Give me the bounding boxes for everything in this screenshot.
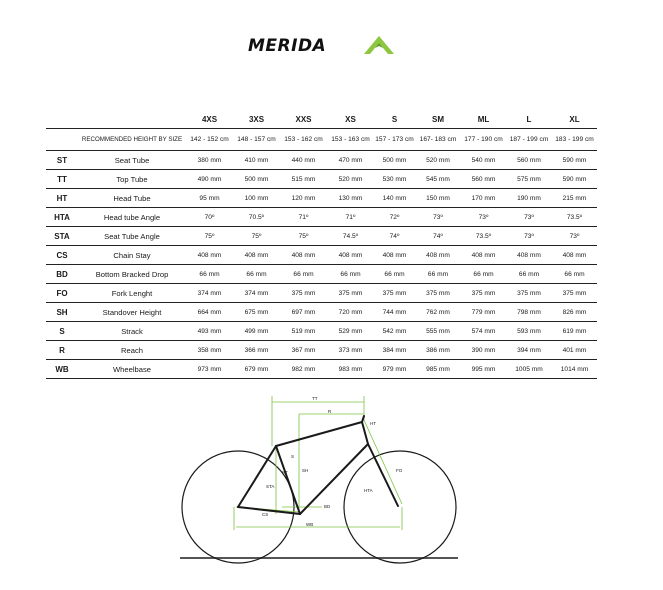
diagram-label: FO xyxy=(396,468,403,473)
table-cell: 410 mm xyxy=(233,151,280,170)
table-cell: 545 mm xyxy=(415,170,461,189)
table-cell: 520 mm xyxy=(415,151,461,170)
table-cell: 75º xyxy=(280,227,327,246)
table-cell: 73º xyxy=(552,227,597,246)
size-header-row xyxy=(46,110,597,129)
table-cell: 66 mm xyxy=(374,265,415,284)
table-cell: 408 mm xyxy=(280,246,327,265)
table-cell: 66 mm xyxy=(186,265,233,284)
table-cell: 593 mm xyxy=(506,322,552,341)
row-name: Fork Lenght xyxy=(78,284,186,303)
table-cell: 374 mm xyxy=(233,284,280,303)
table-cell: 66 mm xyxy=(280,265,327,284)
table-cell: 574 mm xyxy=(461,322,506,341)
diagram-label: STA xyxy=(266,484,275,489)
table-cell: 71º xyxy=(327,208,374,227)
row-name: Head tube Angle xyxy=(78,208,186,227)
table-cell: 985 mm xyxy=(415,360,461,379)
table-cell: 142 - 152 cm xyxy=(186,129,233,151)
table-cell: 148 - 157 cm xyxy=(233,129,280,151)
table-cell: 375 mm xyxy=(506,284,552,303)
table-cell: 590 mm xyxy=(552,151,597,170)
table-row xyxy=(46,170,597,189)
table-cell: 71º xyxy=(280,208,327,227)
row-code: FO xyxy=(46,284,78,303)
diagram-label: HTA xyxy=(364,488,373,493)
table-cell: 75º xyxy=(233,227,280,246)
table-cell: 408 mm xyxy=(506,246,552,265)
table-cell: 73º xyxy=(506,208,552,227)
size-header: L xyxy=(526,114,532,124)
table-cell: 375 mm xyxy=(327,284,374,303)
row-name: Head Tube xyxy=(78,189,186,208)
table-cell: 470 mm xyxy=(327,151,374,170)
table-cell: 720 mm xyxy=(327,303,374,322)
table-cell: 70º xyxy=(186,208,233,227)
table-cell: 66 mm xyxy=(552,265,597,284)
table-cell: 183 - 199 cm xyxy=(552,129,597,151)
table-row xyxy=(46,208,597,227)
row-name: Bottom Bracked Drop xyxy=(78,265,186,284)
diagram-label: R xyxy=(328,409,332,414)
table-cell: 540 mm xyxy=(461,151,506,170)
table-cell: 519 mm xyxy=(280,322,327,341)
table-cell: 95 mm xyxy=(186,189,233,208)
table-cell: 675 mm xyxy=(233,303,280,322)
row-code: STA xyxy=(46,227,78,246)
table-cell: 762 mm xyxy=(415,303,461,322)
table-cell: 153 - 163 cm xyxy=(327,129,374,151)
table-cell: 982 mm xyxy=(280,360,327,379)
table-row xyxy=(46,360,597,379)
row-name: Standover Height xyxy=(78,303,186,322)
size-header: 3XS xyxy=(248,114,265,124)
table-cell: 66 mm xyxy=(506,265,552,284)
table-cell: 74.5º xyxy=(327,227,374,246)
table-cell: 100 mm xyxy=(233,189,280,208)
table-cell: 120 mm xyxy=(280,189,327,208)
table-cell: 408 mm xyxy=(233,246,280,265)
table-cell: 408 mm xyxy=(374,246,415,265)
row-name: Seat Tube Angle xyxy=(78,227,186,246)
table-cell: 590 mm xyxy=(552,170,597,189)
row-code: HTA xyxy=(46,208,78,227)
table-cell: 408 mm xyxy=(552,246,597,265)
table-row xyxy=(46,151,597,170)
table-cell: 375 mm xyxy=(280,284,327,303)
table-cell: 555 mm xyxy=(415,322,461,341)
table-cell: 408 mm xyxy=(415,246,461,265)
table-cell: 779 mm xyxy=(461,303,506,322)
table-cell: 150 mm xyxy=(415,189,461,208)
table-cell: 358 mm xyxy=(186,341,233,360)
table-cell: 177 - 190 cm xyxy=(461,129,506,151)
table-cell: 375 mm xyxy=(415,284,461,303)
table-row xyxy=(46,322,597,341)
table-cell: 973 mm xyxy=(186,360,233,379)
table-cell: 744 mm xyxy=(374,303,415,322)
table-cell: 1014 mm xyxy=(552,360,597,379)
table-cell: 190 mm xyxy=(506,189,552,208)
size-header: XXS xyxy=(295,114,312,124)
diagram-label: CS xyxy=(262,512,269,517)
table-cell: 386 mm xyxy=(415,341,461,360)
table-cell: 995 mm xyxy=(461,360,506,379)
table-cell: 542 mm xyxy=(374,322,415,341)
table-cell: 530 mm xyxy=(374,170,415,189)
row-name: Strack xyxy=(78,322,186,341)
merida-logo xyxy=(248,36,398,58)
logo-wordmark: MERIDA xyxy=(248,36,327,56)
size-header: SM xyxy=(432,114,444,124)
bike-frame xyxy=(238,416,398,514)
table-cell: 500 mm xyxy=(233,170,280,189)
diagram-label: SH xyxy=(302,468,309,473)
table-cell: 375 mm xyxy=(552,284,597,303)
table-cell: 408 mm xyxy=(186,246,233,265)
table-cell: 73.5º xyxy=(552,208,597,227)
row-name: Reach xyxy=(78,341,186,360)
size-header: 4XS xyxy=(201,114,218,124)
diagram-label: S xyxy=(291,454,295,459)
table-cell: 73º xyxy=(461,208,506,227)
table-cell: 394 mm xyxy=(506,341,552,360)
row-code: R xyxy=(46,341,78,360)
bike-geometry-diagram xyxy=(178,380,460,570)
table-row xyxy=(46,227,597,246)
table-cell: 66 mm xyxy=(415,265,461,284)
table-cell: 375 mm xyxy=(374,284,415,303)
table-cell: 390 mm xyxy=(461,341,506,360)
size-header: S xyxy=(391,114,398,124)
table-cell: 664 mm xyxy=(186,303,233,322)
table-cell: 499 mm xyxy=(233,322,280,341)
table-row xyxy=(46,303,597,322)
table-cell: 72º xyxy=(374,208,415,227)
row-code: HT xyxy=(46,189,78,208)
table-cell: 979 mm xyxy=(374,360,415,379)
row-code: S xyxy=(46,322,78,341)
row-name: Chain Stay xyxy=(78,246,186,265)
table-cell: 215 mm xyxy=(552,189,597,208)
row-name: Top Tube xyxy=(78,170,186,189)
row-code: ST xyxy=(46,151,78,170)
table-cell: 170 mm xyxy=(461,189,506,208)
table-cell: 493 mm xyxy=(186,322,233,341)
table-cell: 560 mm xyxy=(461,170,506,189)
table-row xyxy=(46,189,597,208)
table-row xyxy=(46,341,597,360)
row-name: Wheelbase xyxy=(78,360,186,379)
table-cell: 73º xyxy=(506,227,552,246)
recommended-height-row xyxy=(46,129,597,151)
table-cell: 73.5º xyxy=(461,227,506,246)
table-cell: 619 mm xyxy=(552,322,597,341)
table-cell: 374 mm xyxy=(186,284,233,303)
table-cell: 66 mm xyxy=(233,265,280,284)
table-cell: 153 - 162 cm xyxy=(280,129,327,151)
table-cell: 697 mm xyxy=(280,303,327,322)
table-row xyxy=(46,265,597,284)
table-cell: 798 mm xyxy=(506,303,552,322)
table-cell: 401 mm xyxy=(552,341,597,360)
table-cell: 560 mm xyxy=(506,151,552,170)
table-cell: 826 mm xyxy=(552,303,597,322)
diagram-label: ST xyxy=(282,470,288,475)
table-cell: 167- 183 cm xyxy=(415,129,461,151)
table-row xyxy=(46,246,597,265)
table-cell: 74º xyxy=(374,227,415,246)
table-cell: 440 mm xyxy=(280,151,327,170)
table-cell: 366 mm xyxy=(233,341,280,360)
table-cell: 575 mm xyxy=(506,170,552,189)
row-code: BD xyxy=(46,265,78,284)
table-cell: 70.5º xyxy=(233,208,280,227)
table-cell: 380 mm xyxy=(186,151,233,170)
table-cell: 679 mm xyxy=(233,360,280,379)
size-header: XS xyxy=(345,114,356,124)
table-cell: 157 - 173 cm xyxy=(374,129,415,151)
table-cell: 75º xyxy=(186,227,233,246)
table-cell: 373 mm xyxy=(327,341,374,360)
table-cell: 130 mm xyxy=(327,189,374,208)
table-cell: 140 mm xyxy=(374,189,415,208)
table-cell: 384 mm xyxy=(374,341,415,360)
table-cell: 1005 mm xyxy=(506,360,552,379)
table-cell: 515 mm xyxy=(280,170,327,189)
table-cell: 408 mm xyxy=(461,246,506,265)
table-cell: 73º xyxy=(415,208,461,227)
table-cell: 66 mm xyxy=(461,265,506,284)
geometry-table xyxy=(46,110,597,379)
row-code: TT xyxy=(46,170,78,189)
size-header: ML xyxy=(477,114,490,124)
row-code: SH xyxy=(46,303,78,322)
table-cell: 187 - 199 cm xyxy=(506,129,552,151)
table-cell: 529 mm xyxy=(327,322,374,341)
diagram-label: TT xyxy=(312,396,318,401)
table-cell: 500 mm xyxy=(374,151,415,170)
table-cell: 408 mm xyxy=(327,246,374,265)
table-cell: 367 mm xyxy=(280,341,327,360)
table-cell: 983 mm xyxy=(327,360,374,379)
row-code xyxy=(46,129,78,151)
table-row xyxy=(46,284,597,303)
size-header: XL xyxy=(569,114,580,124)
row-name: RECOMMENDED HEIGHT BY SIZE xyxy=(78,129,186,151)
row-code: CS xyxy=(46,246,78,265)
table-cell: 520 mm xyxy=(327,170,374,189)
mountain-logo-icon xyxy=(364,34,394,56)
row-name: Seat Tube xyxy=(78,151,186,170)
table-cell: 375 mm xyxy=(461,284,506,303)
table-cell: 66 mm xyxy=(327,265,374,284)
diagram-label: BD xyxy=(324,504,331,509)
table-cell: 74º xyxy=(415,227,461,246)
table-cell: 490 mm xyxy=(186,170,233,189)
row-code: WB xyxy=(46,360,78,379)
diagram-label: HT xyxy=(370,421,376,426)
diagram-label: WB xyxy=(306,522,314,527)
